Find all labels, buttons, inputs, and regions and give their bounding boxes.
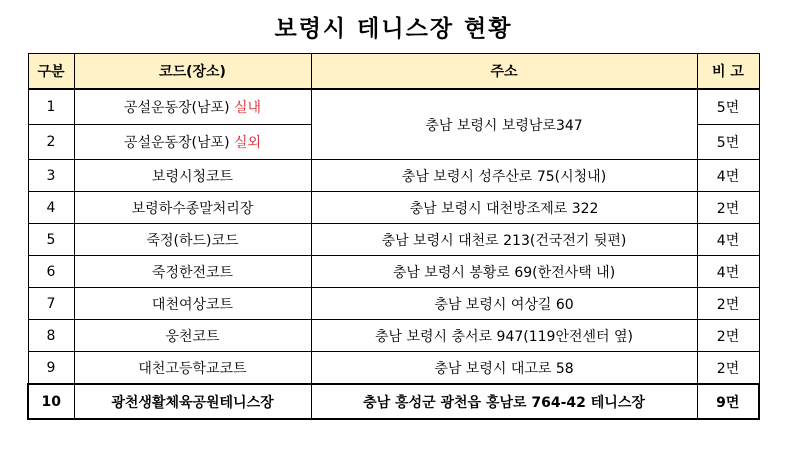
- table-row: [28, 160, 759, 192]
- cell-code-tag: 실내: [233, 100, 262, 116]
- table-row: [28, 288, 759, 320]
- cell-note: 5면: [697, 89, 759, 125]
- cell-code: 광천생활체육공원테니스장: [74, 384, 311, 419]
- header-no: 구분: [28, 54, 74, 90]
- cell-no: 10: [28, 384, 74, 419]
- cell-note: 2면: [697, 320, 759, 352]
- header-address: 주소: [311, 54, 697, 90]
- header-note: 비 고: [697, 54, 759, 90]
- cell-note: 4면: [697, 256, 759, 288]
- cell-address: 충남 보령시 대고로 58: [311, 352, 697, 385]
- cell-no: 7: [28, 288, 74, 320]
- cell-note: 4면: [697, 160, 759, 192]
- cell-code: [74, 125, 311, 160]
- cell-address: 충남 보령시 여상길 60: [311, 288, 697, 320]
- cell-code: 죽정(하드)코드: [74, 224, 311, 256]
- cell-code: 죽정한전코트: [74, 256, 311, 288]
- cell-note: 2면: [697, 192, 759, 224]
- cell-address: 충남 보령시 보령남로347: [311, 89, 697, 160]
- cell-code: 웅천코트: [74, 320, 311, 352]
- cell-note: 2면: [697, 352, 759, 385]
- cell-no: 2: [28, 125, 74, 160]
- cell-note: 5면: [697, 125, 759, 160]
- table-header-row: [28, 54, 759, 90]
- table-row-highlighted: [28, 384, 759, 419]
- cell-address: 충남 보령시 봉황로 69(한전사택 내): [311, 256, 697, 288]
- cell-address: 충남 홍성군 광천읍 홍남로 764-42 테니스장: [311, 384, 697, 419]
- cell-address: 충남 보령시 대천방조제로 322: [311, 192, 697, 224]
- cell-code: 대천여상코트: [74, 288, 311, 320]
- cell-code: [74, 89, 311, 125]
- cell-code-tag: 실외: [233, 135, 262, 151]
- cell-note: 9면: [697, 384, 759, 419]
- cell-code: 대천고등학교코트: [74, 352, 311, 385]
- cell-address: 충남 보령시 대천로 213(건국전기 뒷편): [311, 224, 697, 256]
- cell-no: 6: [28, 256, 74, 288]
- cell-no: 4: [28, 192, 74, 224]
- cell-no: 9: [28, 352, 74, 385]
- table-row: [28, 352, 759, 385]
- header-code: 코드(장소): [74, 54, 311, 90]
- page-title: 보령시 테니스장 현황: [274, 16, 513, 42]
- table-row: [28, 224, 759, 256]
- cell-no: 8: [28, 320, 74, 352]
- cell-code: 보령하수종말처리장: [74, 192, 311, 224]
- cell-no: 5: [28, 224, 74, 256]
- cell-no: 1: [28, 89, 74, 125]
- cell-address: 충남 보령시 성주산로 75(시청내): [311, 160, 697, 192]
- table-row: [28, 89, 759, 125]
- table-row: [28, 320, 759, 352]
- cell-note: 2면: [697, 288, 759, 320]
- cell-code: 보령시청코트: [74, 160, 311, 192]
- tennis-court-table: [27, 53, 760, 420]
- cell-address: 충남 보령시 충서로 947(119안전센터 옆): [311, 320, 697, 352]
- table-row: [28, 192, 759, 224]
- table-row: [28, 256, 759, 288]
- cell-note: 4면: [697, 224, 759, 256]
- cell-code-name: 공설운동장(남포): [123, 100, 230, 116]
- cell-code-name: 공설운동장(남포): [123, 135, 230, 151]
- cell-no: 3: [28, 160, 74, 192]
